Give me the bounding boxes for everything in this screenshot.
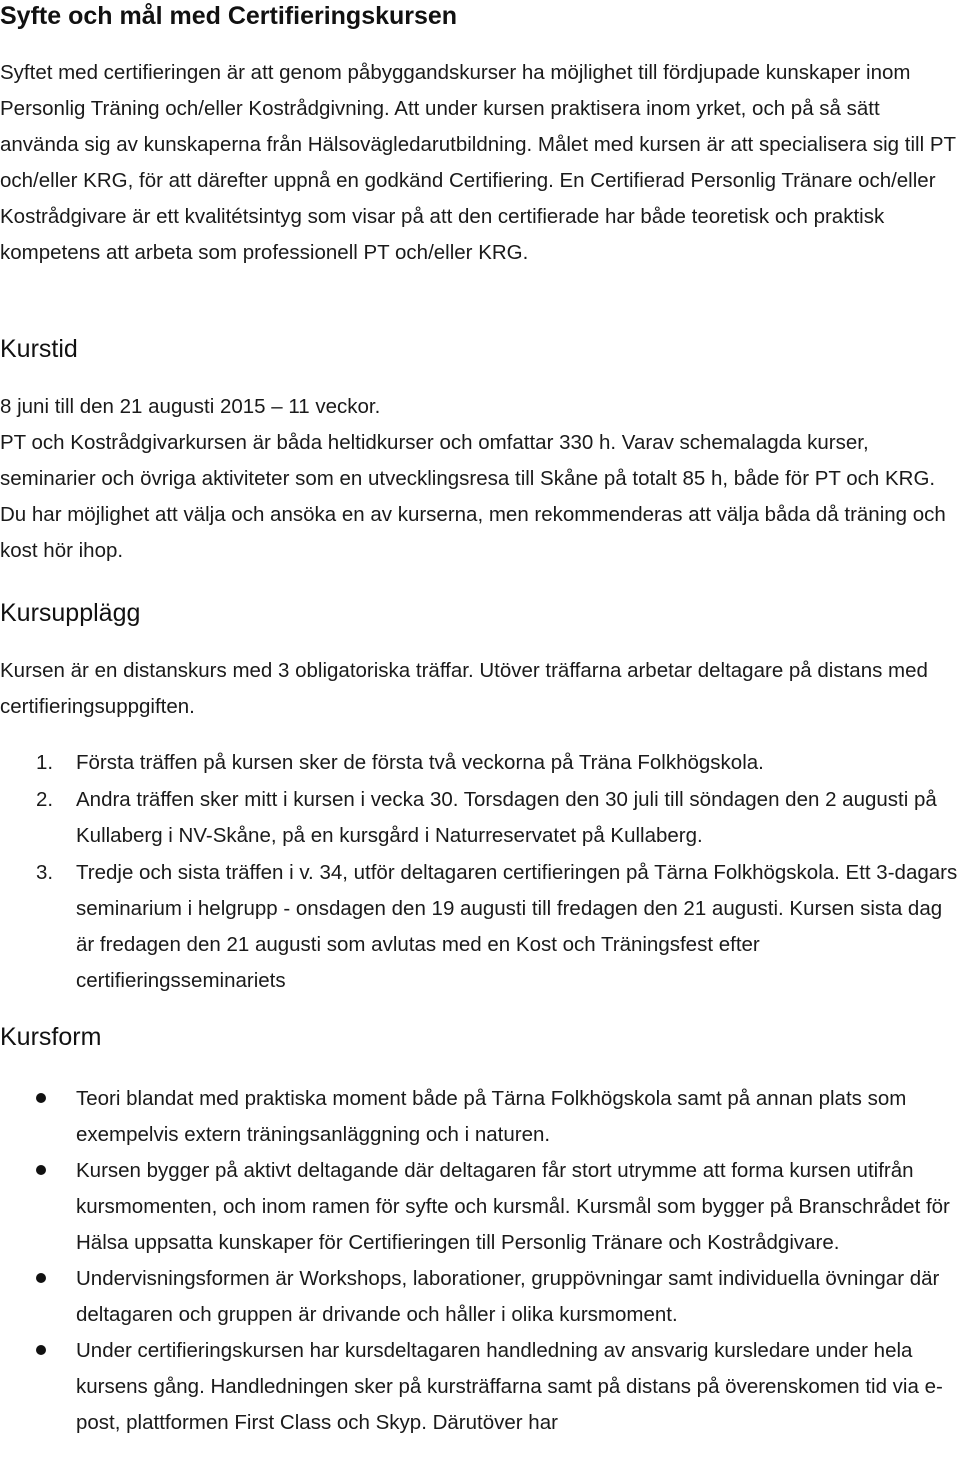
list-item [0,855,960,999]
kursupplagg-intro: Kursen är en distanskurs med 3 obligatoriska träffar. Utöver träffarna arbetar deltagare på distans med certifieringsuppgiften. [0,659,928,718]
list-item [0,1153,960,1261]
kursform-heading: Kursform [0,1023,102,1051]
page-title: Syfte och mål med Certifieringskursen [0,2,458,30]
kurstid-dates: 8 juni till den 21 augusti 2015 – 11 veckor. [0,395,381,418]
kursform-list [0,1081,960,1441]
list-item [0,1333,960,1441]
list-item-text: Första träffen på kursen sker de första två veckorna på Träna Folkhögskola. [76,751,764,774]
list-number: 3. [36,861,54,884]
list-item [0,1261,960,1333]
list-item-text: Under certifieringskursen har kursdeltagaren handledning av ansvarig kursledare under hela kursens gång. Handledningen sker på kursträffarna samt på distans på överenskomen tid via e-post, plattformen First Class och Skyp. Därutöver har [76,1339,943,1434]
intro-paragraph: Syftet med certifieringen är att genom påbyggandskurser ha möjlighet till fördjupade kunskaper inom Personlig Träning och/eller Kostrådgivning. Att under kursen praktisera inom yrket, och på så sätt använda sig av kunskaperna från Hälsovägledarutbildning. Målet med kursen är att specialisera sig till PT och/eller KRG, för att därefter uppnå en godkänd Certifiering. En Certifierad Personlig Tränare och/eller Kostrådgivare är ett kvalitétsintyg som visar på att den certifierade har både teoretisk och praktisk kompetens att arbeta som professionell PT och/eller KRG. [0,61,956,264]
kursupplagg-heading: Kursupplägg [0,599,141,627]
list-number: 2. [36,788,54,811]
kurstid-heading: Kurstid [0,335,78,363]
bullet-icon [36,1273,46,1283]
list-item-text: Andra träffen sker mitt i kursen i vecka 30. Torsdagen den 30 juli till söndagen den 2 augusti på Kullaberg i NV-Skåne, på en kursgård i Naturreservatet på Kullaberg. [76,788,937,847]
list-item [0,782,960,854]
bullet-icon [36,1165,46,1175]
list-number: 1. [36,751,54,774]
kursupplagg-list [0,745,960,1000]
list-item [0,1081,960,1153]
bullet-icon [36,1093,46,1103]
list-item-text: Teori blandat med praktiska moment både på Tärna Folkhögskola samt på annan plats som exempelvis extern träningsanläggning och i naturen. [76,1087,907,1146]
list-item-text: Undervisningsformen är Workshops, laborationer, gruppövningar samt individuella övningar där deltagaren och gruppen är drivande och håller i olika kursmoment. [76,1267,940,1326]
list-item [0,745,960,781]
list-item-text: Kursen bygger på aktivt deltagande där deltagaren får stort utrymme att forma kursen utifrån kursmomenten, och inom ramen för syfte och kursmål. Kursmål som bygger på Branschrådet för Hälsa uppsatta kunskaper för Certifieringen till Personlig Tränare och Kostrådgivare. [76,1159,950,1254]
kurstid-description: PT och Kostrådgivarkursen är båda heltidkurser och omfattar 330 h. Varav schemalagda kurser, seminarier och övriga aktiviteter som en utvecklingsresa till Skåne på totalt 85 h, både för PT och KRG. Du har möjlighet att välja och ansöka en av kurserna, men rekommenderas att välja båda då träning och kost hör ihop. [0,431,946,562]
bullet-icon [36,1345,46,1355]
list-item-text: Tredje och sista träffen i v. 34, utför deltagaren certifieringen på Tärna Folkhögskola. Ett 3-dagars seminarium i helgrupp - onsdagen den 19 augusti till fredagen den 21 augusti. Kursen sista dag är fredagen den 21 augusti som avlutas med en Kost och Träningsfest efter certifieringsseminariets [76,861,958,992]
